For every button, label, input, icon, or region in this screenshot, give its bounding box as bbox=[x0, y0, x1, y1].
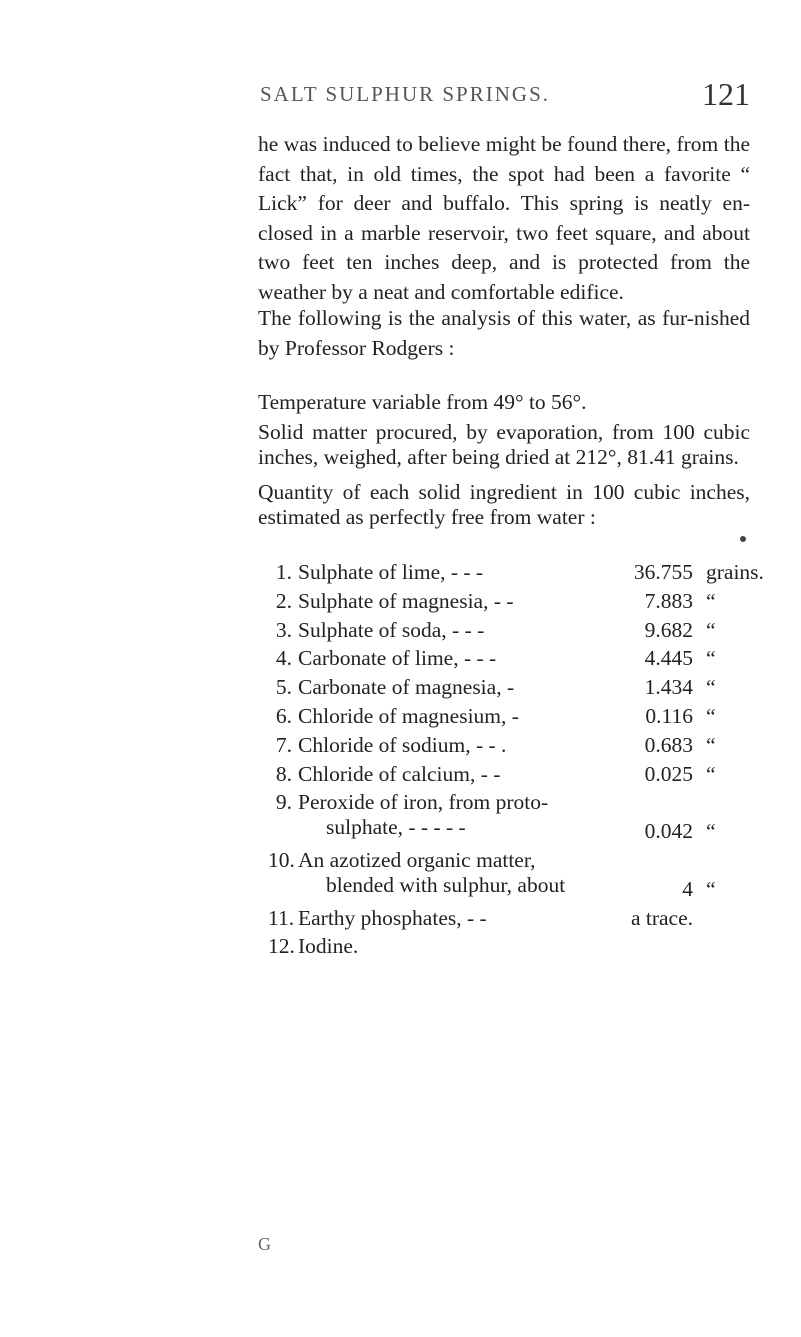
ingredient-name: Chloride of calcium, - - bbox=[298, 761, 501, 786]
ingredient-row bbox=[268, 675, 768, 704]
ingredient-name bbox=[298, 790, 598, 840]
temperature-line: Temperature variable from 49° to 56°. bbox=[258, 390, 587, 414]
ingredients-table bbox=[268, 560, 768, 963]
ingredient-name: Chloride of magnesium, - bbox=[298, 703, 519, 728]
ingredient-name: Chloride of sodium, - - . bbox=[298, 732, 507, 757]
ingredient-unit: “ bbox=[706, 732, 716, 757]
ingredient-value: 4.445 bbox=[644, 646, 693, 671]
ingredient-row bbox=[268, 704, 768, 733]
ingredient-row bbox=[268, 646, 768, 675]
ingredient-unit: “ bbox=[706, 819, 716, 844]
ingredient-number: 3. bbox=[275, 617, 292, 642]
ingredient-unit: “ bbox=[706, 675, 716, 700]
ingredient-number: 2. bbox=[275, 588, 292, 613]
ingredient-row bbox=[268, 934, 768, 963]
ingredient-value: 0.683 bbox=[644, 732, 693, 757]
ingredient-number: 5. bbox=[275, 675, 292, 700]
ingredient-number: 12. bbox=[268, 934, 295, 959]
ingredient-row bbox=[268, 733, 768, 762]
ingredient-number: 9. bbox=[275, 790, 292, 815]
ingredient-number: 4. bbox=[275, 646, 292, 671]
ingredient-unit: “ bbox=[706, 761, 716, 786]
ingredient-name bbox=[298, 848, 598, 898]
ingredient-row bbox=[268, 618, 768, 647]
ingredient-name: Iodine. bbox=[298, 934, 359, 959]
running-title: SALT SULPHUR SPRINGS. bbox=[260, 82, 551, 106]
ingredient-unit: “ bbox=[706, 703, 716, 728]
page-number: 121 bbox=[702, 76, 750, 112]
ingredient-value: 0.116 bbox=[645, 703, 693, 728]
ingredient-number: 10. bbox=[268, 847, 295, 872]
ingredient-value: 1.434 bbox=[644, 675, 693, 700]
ingredient-unit: “ bbox=[706, 617, 716, 642]
ingredient-name: Carbonate of lime, - - - bbox=[298, 646, 497, 671]
solid-matter-line: Solid matter procured, by evaporation, from 100 cubic inches, weighed, after being dried at 212°, 81.41 grains. bbox=[258, 420, 750, 469]
ingredient-row bbox=[268, 906, 768, 935]
ingredient-name: Earthy phosphates, - - bbox=[298, 905, 487, 930]
ingredient-value: a trace. bbox=[630, 905, 693, 930]
ingredient-name-line-1: Peroxide of iron, from proto- bbox=[298, 790, 549, 815]
ingredient-name-line-2: blended with sulphur, about bbox=[326, 872, 566, 897]
ingredient-name: Carbonate of magnesia, - bbox=[298, 675, 515, 700]
ingredient-unit: “ bbox=[706, 588, 716, 613]
ingredient-row bbox=[268, 560, 768, 589]
ingredient-value: 0.042 bbox=[644, 819, 693, 844]
ingredient-unit: “ bbox=[706, 646, 716, 671]
ingredient-number: 6. bbox=[275, 703, 292, 728]
ingredient-number: 1. bbox=[275, 560, 292, 584]
ingredient-number: 8. bbox=[275, 761, 292, 786]
page-header bbox=[260, 76, 750, 120]
ingredient-value: 0.025 bbox=[644, 761, 693, 786]
ingredient-unit: grains. bbox=[706, 560, 764, 584]
ingredient-value: 36.755 bbox=[633, 560, 693, 584]
ingredient-row bbox=[268, 848, 768, 906]
quantity-note: Quantity of each solid ingredient in 100 cubic inches, estimated as perfectly free from water : bbox=[258, 480, 750, 529]
signature-mark: G bbox=[258, 1234, 271, 1254]
ingredient-value: 7.883 bbox=[644, 588, 693, 613]
paragraph-analysis-intro: The following is the analysis of this water, as fur-nished by Professor Rodgers : bbox=[258, 306, 750, 360]
ingredient-name: Sulphate of lime, - - - bbox=[298, 560, 484, 584]
ingredient-row bbox=[268, 589, 768, 618]
ingredient-name-line-1: An azotized organic matter, bbox=[298, 847, 536, 872]
ingredient-value: 9.682 bbox=[644, 617, 693, 642]
ingredient-number: 11. bbox=[268, 905, 295, 930]
ingredient-name: Sulphate of soda, - - - bbox=[298, 617, 485, 642]
ingredient-name: Sulphate of magnesia, - - bbox=[298, 588, 514, 613]
ingredient-unit: “ bbox=[706, 876, 716, 901]
ingredient-value: 4 bbox=[682, 876, 693, 901]
ingredient-number: 7. bbox=[275, 732, 292, 757]
ingredient-row bbox=[268, 790, 768, 848]
ingredient-name-line-2: sulphate, - - - - - bbox=[326, 815, 466, 840]
paragraph-spring-description: he was induced to believe might be found there, from the fact that, in old times, the spot had been a favorite “ Lick” for deer and buffalo. This spring is neatly en-closed in a marble reservoir, two feet square, and about two feet ten inches deep, and is protected from the weather by a neat and comfortable edifice. bbox=[258, 132, 750, 304]
ingredient-row bbox=[268, 762, 768, 791]
margin-mark bbox=[740, 536, 746, 542]
